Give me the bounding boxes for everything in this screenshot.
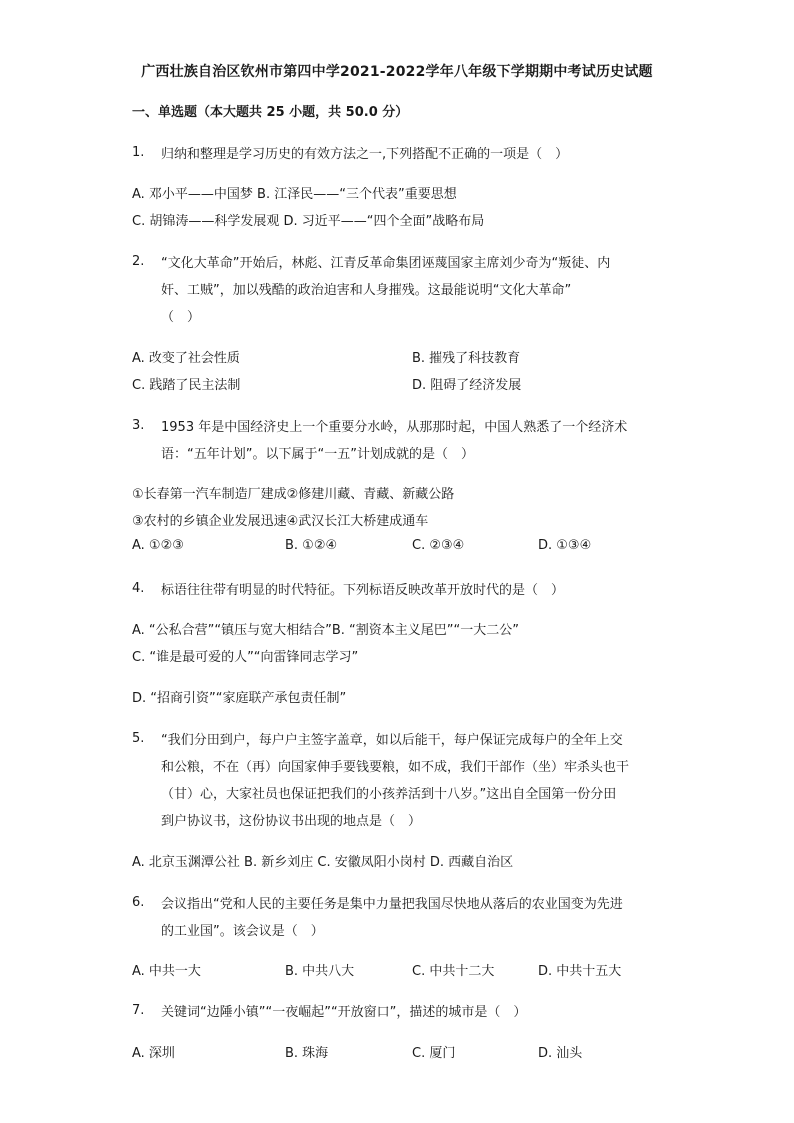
question-stem: 语：“五年计划”。以下属于“一五”计划成就的是（ ） bbox=[161, 447, 474, 462]
option-d: D. 阻碍了经济发展 bbox=[412, 378, 522, 393]
option-b: B. 中共八大 bbox=[285, 964, 355, 979]
options-line: C. “谁是最可爱的人”“向雷锋同志学习” bbox=[132, 650, 359, 665]
question-stem: 的工业国”。该会议是（ ） bbox=[161, 924, 324, 939]
option-a: A. 改变了社会性质 bbox=[132, 351, 240, 366]
question-stem: 会议指出“党和人民的主要任务是集中力量把我国尽快地从落后的农业国变为先进 bbox=[161, 897, 623, 912]
statement-line: ①长春第一汽车制造厂建成②修建川藏、青藏、新藏公路 bbox=[132, 487, 455, 502]
options-line: A. 邓小平——中国梦 B. 江泽民——“三个代表”重要思想 bbox=[132, 187, 457, 202]
question-number: 6. bbox=[132, 895, 145, 910]
question-number: 3. bbox=[132, 418, 145, 433]
page-title: 广西壮族自治区钦州市第四中学2021-2022学年八年级下学期期中考试历史试题 bbox=[141, 64, 653, 80]
option-a: A. 中共一大 bbox=[132, 964, 201, 979]
option-c: C. 中共十二大 bbox=[412, 964, 495, 979]
question-number: 2. bbox=[132, 254, 145, 269]
question-stem: 奸、工贼”，加以残酷的政治迫害和人身摧残。这最能说明“文化大革命” bbox=[161, 283, 572, 298]
question-number: 4. bbox=[132, 581, 145, 596]
question-stem: （甘）心，大家社员也保证把我们的小孩养活到十八岁。”这出自全国第一份分田 bbox=[161, 787, 617, 802]
option-d: D. 汕头 bbox=[538, 1046, 583, 1061]
question-number: 5. bbox=[132, 731, 145, 746]
options-line: A. “公私合营”“镇压与宽大相结合”B. “割资本主义尾巴”“一大二公” bbox=[132, 623, 519, 638]
options-line: A. 北京玉渊潭公社 B. 新乡刘庄 C. 安徽凤阳小岗村 D. 西藏自治区 bbox=[132, 855, 514, 870]
option-b: B. 摧残了科技教育 bbox=[412, 351, 521, 366]
question-stem: （ ） bbox=[161, 310, 201, 325]
option-b: B. 珠海 bbox=[285, 1046, 329, 1061]
option-b: B. ①②④ bbox=[285, 538, 338, 553]
question-stem: “文化大革命”开始后，林彪、江青反革命集团诬蔑国家主席刘少奇为“叛徒、内 bbox=[161, 256, 611, 271]
option-d: D. 中共十五大 bbox=[538, 964, 622, 979]
option-a: A. 深圳 bbox=[132, 1046, 175, 1061]
option-c: C. 践踏了民主法制 bbox=[132, 378, 241, 393]
question-stem: 和公粮，不在（再）向国家伸手要钱要粮，如不成，我们干部作（坐）牢杀头也干 bbox=[161, 760, 630, 775]
option-a: A. ①②③ bbox=[132, 538, 184, 553]
question-stem: “我们分田到户，每户户主签字盖章，如以后能干，每户保证完成每户的全年上交 bbox=[161, 733, 623, 748]
question-stem: 1953 年是中国经济史上一个重要分水岭，从那那时起，中国人熟悉了一个经济术 bbox=[161, 420, 628, 435]
question-number: 1. bbox=[132, 145, 145, 160]
option-d: D. ①③④ bbox=[538, 538, 592, 553]
statement-line: ③农村的乡镇企业发展迅速④武汉长江大桥建成通车 bbox=[132, 514, 429, 529]
section-heading: 一、单选题（本大题共 25 小题，共 50.0 分） bbox=[132, 105, 409, 120]
question-stem: 关键词“边陲小镇”“一夜崛起”“开放窗口”，描述的城市是（ ） bbox=[161, 1005, 527, 1020]
question-number: 7. bbox=[132, 1003, 145, 1018]
option-c: C. 厦门 bbox=[412, 1046, 456, 1061]
question-stem: 归纳和整理是学习历史的有效方法之一,下列搭配不正确的一项是（ ） bbox=[161, 147, 569, 162]
option-c: C. ②③④ bbox=[412, 538, 465, 553]
options-line: D. “招商引资”“家庭联产承包责任制” bbox=[132, 691, 347, 706]
question-stem: 标语往往带有明显的时代特征。下列标语反映改革开放时代的是（ ） bbox=[161, 583, 565, 598]
options-line: C. 胡锦涛——科学发展观 D. 习近平——“四个全面”战略布局 bbox=[132, 214, 485, 229]
question-stem: 到户协议书，这份协议书出现的地点是（ ） bbox=[161, 814, 422, 829]
